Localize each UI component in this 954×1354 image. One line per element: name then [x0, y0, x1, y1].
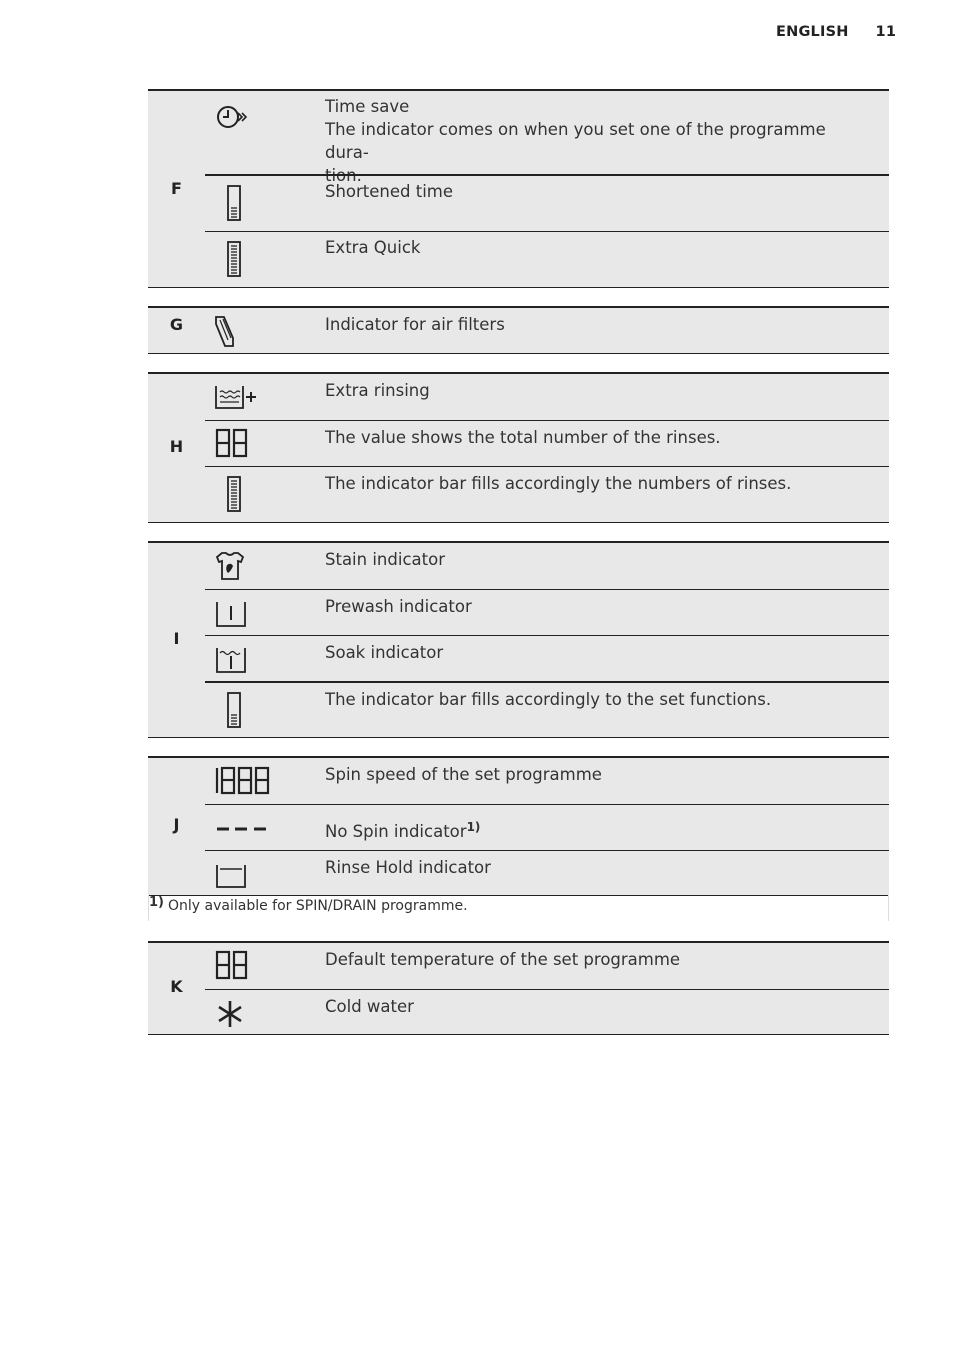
group-letter: G — [169, 315, 184, 334]
row-no-spin — [205, 804, 889, 850]
air-filter-icon — [211, 314, 271, 350]
row-description: The indicator comes on when you set one of the programme dura- — [325, 120, 826, 162]
row-text: Soak indicator — [325, 643, 444, 662]
row-description-cont: tion. — [325, 166, 362, 185]
group-h — [148, 372, 889, 523]
group-f — [148, 89, 889, 288]
bar-indicator-full-icon — [211, 473, 271, 513]
row-extra-quick — [205, 231, 889, 289]
row-text: Stain indicator — [325, 550, 445, 569]
group-i — [148, 541, 889, 738]
soak-tub-icon — [211, 642, 271, 678]
page-header — [776, 22, 896, 40]
time-save-icon — [211, 99, 271, 135]
row-cold-water — [205, 989, 889, 1035]
row-soak — [205, 635, 889, 681]
snowflake-icon — [211, 996, 271, 1032]
group-letter: J — [173, 815, 180, 834]
row-text: Indicator for air filters — [325, 315, 505, 334]
row-text: The indicator bar fills accordingly the numbers of rinses. — [325, 474, 792, 493]
group-letter: H — [169, 437, 184, 456]
prewash-tub-icon — [211, 596, 271, 632]
row-stain — [205, 543, 889, 589]
row-text: Prewash indicator — [325, 597, 472, 616]
two-digit-display-icon — [211, 949, 271, 985]
four-digit-display-icon — [211, 764, 281, 800]
row-title: Time save — [325, 97, 410, 116]
page-number: 11 — [875, 24, 897, 40]
two-digit-display-icon — [211, 427, 271, 463]
group-j — [148, 756, 889, 896]
extra-rinse-icon — [211, 380, 271, 416]
footnote-text: Only available for SPIN/DRAIN programme. — [168, 898, 468, 914]
row-text: Shortened time — [325, 182, 454, 201]
bar-indicator-low-icon — [211, 182, 271, 222]
row-text: Cold water — [325, 997, 414, 1016]
footnote-ref: 1) — [466, 820, 481, 834]
row-extra-rinsing — [205, 374, 889, 420]
row-function-bar — [205, 681, 889, 739]
row-default-temp — [205, 943, 889, 989]
group-letter: F — [171, 179, 182, 198]
row-spin-speed — [205, 758, 889, 804]
group-letter: K — [170, 977, 183, 996]
stain-shirt-icon — [211, 549, 271, 585]
footnote-marker: 1) — [149, 895, 164, 910]
group-k — [148, 941, 889, 1035]
row-rinse-hold — [205, 850, 889, 896]
row-text: Spin speed of the set programme — [325, 765, 602, 784]
dashes-icon — [211, 811, 281, 847]
row-text: No Spin indicator — [325, 822, 467, 841]
language-label: ENGLISH — [776, 24, 849, 40]
bar-indicator-low-icon — [211, 689, 271, 729]
bar-indicator-full-icon — [211, 238, 271, 278]
row-prewash — [205, 589, 889, 635]
row-text: Rinse Hold indicator — [325, 858, 491, 877]
row-text: Extra Quick — [325, 238, 421, 257]
row-rinse-count — [205, 420, 889, 466]
row-text: Extra rinsing — [325, 381, 430, 400]
row-text: The value shows the total number of the rinses. — [325, 428, 721, 447]
group-letter: I — [173, 629, 180, 648]
footnote — [148, 895, 889, 921]
row-text: Default temperature of the set programme — [325, 950, 681, 969]
row-rinse-bar — [205, 466, 889, 524]
row-air-filters — [205, 308, 889, 354]
row-text: The indicator bar fills accordingly to the set functions. — [325, 690, 772, 709]
row-shortened-time — [205, 174, 889, 231]
group-g — [148, 306, 889, 354]
rinse-hold-tub-icon — [211, 857, 271, 893]
row-time-save — [205, 91, 889, 185]
